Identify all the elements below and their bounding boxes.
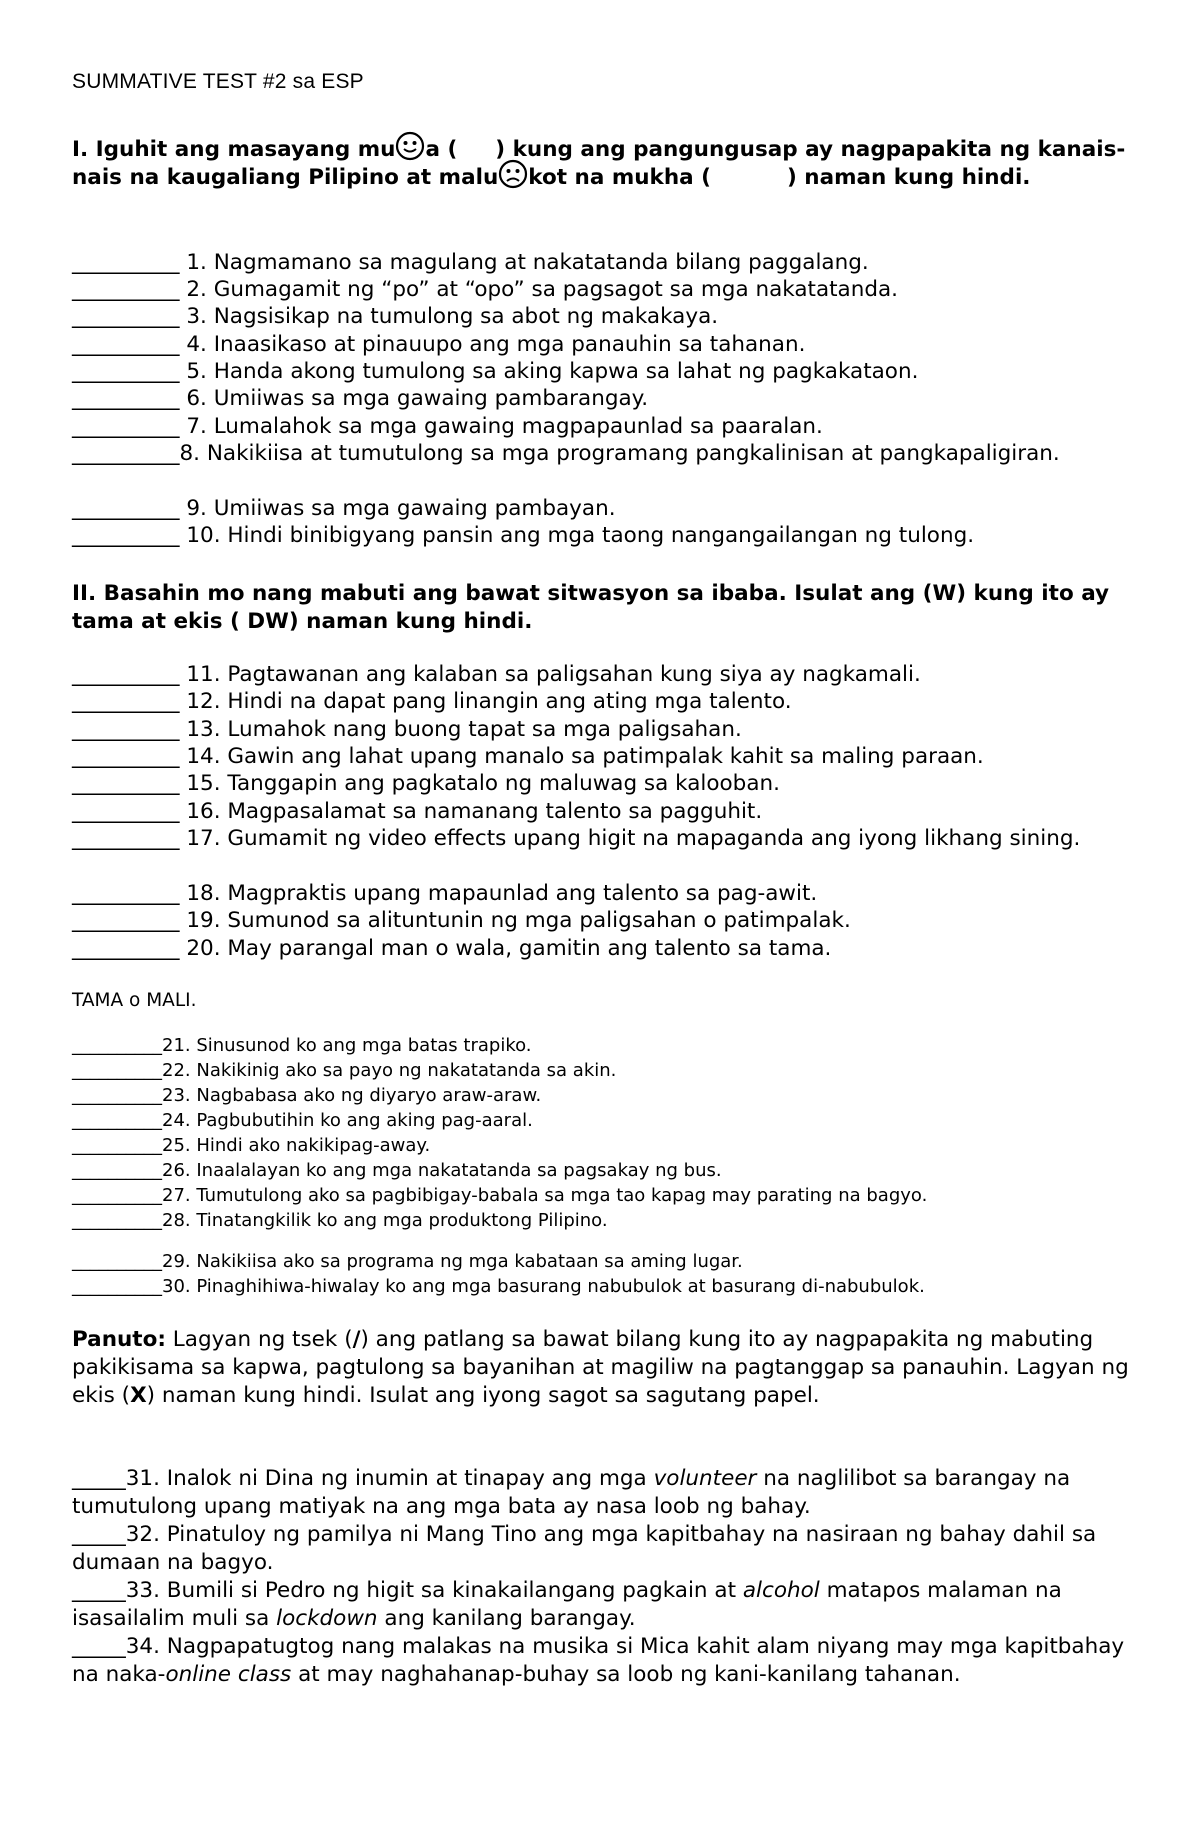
item-text: 14. Gawin ang lahat upang manalo sa patimpalak kahit sa maling paraan. xyxy=(186,744,984,769)
list-item xyxy=(72,1134,1132,1158)
answer-blank[interactable]: __________ xyxy=(72,414,180,439)
answer-blank[interactable]: __________ xyxy=(72,771,180,796)
q-text: 33. Bumili si Pedro ng higit sa kinakailangang pagkain at xyxy=(125,1578,743,1603)
q-text: 31. Inalok ni Dina ng inumin at tinapay ang mga xyxy=(125,1466,654,1491)
list-item xyxy=(72,825,1132,853)
answer-blank[interactable]: __________ xyxy=(72,936,180,961)
list-item xyxy=(72,303,1132,331)
list-item xyxy=(72,1275,1132,1299)
list-item xyxy=(72,331,1132,359)
answer-blank[interactable]: __________ xyxy=(72,908,180,933)
item-text: 24. Pagbubutihin ko ang aking pag-aaral. xyxy=(162,1110,533,1131)
answer-blank[interactable]: __________ xyxy=(72,1060,162,1081)
list-item xyxy=(72,522,1132,550)
answer-blank[interactable]: __________ xyxy=(72,1135,162,1156)
answer-blank[interactable]: __________ xyxy=(72,496,180,521)
q-italic: alcohol xyxy=(742,1578,820,1603)
answer-blank[interactable]: __________ xyxy=(72,1085,162,1106)
q-italic: online class xyxy=(165,1662,292,1687)
item-text: 20. May parangal man o wala, gamitin ang talento sa tama. xyxy=(186,936,832,961)
item-text: 7. Lumalahok sa mga gawaing magpapaunlad sa paaralan. xyxy=(186,414,823,439)
q-text: na naglilibot sa barangay na tumutulong upang matiyak na ang mga bata ay nasa loob ng bahay. xyxy=(72,1466,1071,1519)
item-text: 23. Nagbabasa ako ng diyaryo araw-araw. xyxy=(162,1085,542,1106)
answer-blank[interactable]: _____ xyxy=(72,1578,126,1603)
answer-blank[interactable]: __________ xyxy=(72,717,180,742)
list-item xyxy=(72,1084,1132,1108)
answer-blank[interactable]: __________ xyxy=(72,386,180,411)
answer-blank[interactable]: __________ xyxy=(72,1210,162,1231)
list-item xyxy=(72,385,1132,413)
answer-blank[interactable]: _____ xyxy=(72,1634,126,1659)
answer-blank[interactable]: __________ xyxy=(72,826,180,851)
list-item xyxy=(72,743,1132,771)
question-34 xyxy=(72,1633,1132,1689)
answer-blank[interactable]: __________ xyxy=(72,1160,162,1181)
answer-blank[interactable]: __________ xyxy=(72,250,180,275)
item-text: 18. Magpraktis upang mapaunlad ang talento sa pag-awit. xyxy=(186,881,818,906)
item-text: 10. Hindi binibigyang pansin ang mga taong nangangailangan ng tulong. xyxy=(186,523,975,548)
answer-blank[interactable]: __________ xyxy=(72,881,180,906)
list-item xyxy=(72,1109,1132,1133)
list-item xyxy=(72,798,1132,826)
happy-face-icon xyxy=(395,131,425,161)
instr-text-b: ) ang patlang sa bawat bilang kung ito ay nagpapakita ng mabuting pakikisama sa kapwa, pagtulong sa bayanihan at magiliw na pagtanggap sa panauhin. Lagyan ng ekis ( xyxy=(72,1327,1129,1408)
list-item xyxy=(72,495,1132,523)
question-31 xyxy=(72,1465,1132,1521)
instr-text-d: kot na mukha ( xyxy=(528,165,711,190)
list-item xyxy=(72,688,1132,716)
answer-blank[interactable]: __________ xyxy=(72,799,180,824)
list-item xyxy=(72,907,1132,935)
item-text: 6. Umiiwas sa mga gawaing pambarangay. xyxy=(186,386,649,411)
part4-instructions xyxy=(72,1326,1132,1410)
list-item xyxy=(72,1159,1132,1183)
answer-blank[interactable]: __________ xyxy=(72,441,180,466)
panuto-label: Panuto: xyxy=(72,1327,166,1352)
x-mark: X xyxy=(130,1383,147,1408)
answer-blank[interactable]: __________ xyxy=(72,523,180,548)
answer-blank[interactable]: __________ xyxy=(72,304,180,329)
answer-blank[interactable]: __________ xyxy=(72,359,180,384)
item-text: 13. Lumahok nang buong tapat sa mga paligsahan. xyxy=(186,717,742,742)
check-mark: / xyxy=(352,1327,361,1352)
instr-text-e: ) naman kung hindi. xyxy=(786,165,1031,190)
list-item xyxy=(72,1034,1132,1058)
list-item xyxy=(72,716,1132,744)
answer-blank[interactable]: __________ xyxy=(72,744,180,769)
item-text: 12. Hindi na dapat pang linangin ang ating mga talento. xyxy=(186,689,792,714)
list-item xyxy=(72,440,1132,468)
list-item xyxy=(72,1209,1132,1233)
q-italic: volunteer xyxy=(653,1466,757,1491)
item-text: 5. Handa akong tumulong sa aking kapwa sa lahat ng pagkakataon. xyxy=(186,359,919,384)
answer-blank[interactable]: __________ xyxy=(72,689,180,714)
item-text: 3. Nagsisikap na tumulong sa abot ng makakaya. xyxy=(186,304,719,329)
answer-blank[interactable]: __________ xyxy=(72,277,180,302)
list-item xyxy=(72,770,1132,798)
answer-blank[interactable]: __________ xyxy=(72,1185,162,1206)
item-text: 4. Inaasikaso at pinauupo ang mga panauhin sa tahanan. xyxy=(186,332,806,357)
question-33 xyxy=(72,1577,1132,1633)
section-heading-tama-o-mali: TAMA o MALI. xyxy=(72,990,197,1011)
item-text: 30. Pinaghihiwa-hiwalay ko ang mga basurang nabubulok at basurang di-nabubulok. xyxy=(162,1276,925,1297)
answer-blank[interactable]: _____ xyxy=(72,1522,126,1547)
list-item xyxy=(72,1059,1132,1083)
list-item xyxy=(72,935,1132,963)
list-item xyxy=(72,358,1132,386)
item-text: 22. Nakikinig ako sa payo ng nakatatanda sa akin. xyxy=(162,1060,617,1081)
item-text: 1. Nagmamano sa magulang at nakatatanda bilang paggalang. xyxy=(186,250,869,275)
list-item xyxy=(72,249,1132,277)
item-text: 2. Gumagamit ng “po” at “opo” sa pagsagot sa mga nakatatanda. xyxy=(186,277,899,302)
answer-blank[interactable]: __________ xyxy=(72,1035,162,1056)
item-text: 27. Tumutulong ako sa pagbibigay-babala sa mga tao kapag may parating na bagyo. xyxy=(162,1185,928,1206)
answer-blank[interactable]: _____ xyxy=(72,1466,126,1491)
list-item xyxy=(72,1250,1132,1274)
q-text: matapos malaman na isasailalim muli sa xyxy=(72,1578,1062,1631)
answer-blank[interactable]: __________ xyxy=(72,1251,162,1272)
q-text: 34. Nagpapatugtog nang malakas na musika si Mica kahit alam niyang may mga kapitbahay na naka- xyxy=(72,1634,1125,1687)
q-text: 32. Pinatuloy ng pamilya ni Mang Tino ang mga kapitbahay na nasiraan ng bahay dahil sa dumaan na bagyo. xyxy=(72,1522,1097,1575)
list-item xyxy=(72,1184,1132,1208)
instr-text-a: I. Iguhit ang masayang mu xyxy=(72,137,396,162)
part1-instructions xyxy=(72,136,1132,192)
instr-text-a: Lagyan ng tsek ( xyxy=(165,1327,353,1352)
instr-text-c: ) kung ang pangungusap ay nagpapakita ng kanais-nais na kaugaliang Pilipino at malu xyxy=(72,137,1126,190)
item-text: 15. Tanggapin ang pagkatalo ng maluwag sa kalooban. xyxy=(186,771,780,796)
q-italic: lockdown xyxy=(276,1606,378,1631)
item-text: 17. Gumamit ng video effects upang higit na mapaganda ang iyong likhang sining. xyxy=(186,826,1081,851)
page-title: SUMMATIVE TEST #2 sa ESP xyxy=(72,70,364,93)
item-text: 26. Inaalalayan ko ang mga nakatatanda sa pagsakay ng bus. xyxy=(162,1160,722,1181)
item-text: 29. Nakikiisa ako sa programa ng mga kabataan sa aming lugar. xyxy=(162,1251,743,1272)
item-text: 25. Hindi ako nakikipag-away. xyxy=(162,1135,431,1156)
list-item xyxy=(72,661,1132,689)
q-text: at may naghahanap-buhay sa loob ng kani-kanilang tahanan. xyxy=(291,1662,961,1687)
list-item xyxy=(72,880,1132,908)
q-text: ang kanilang barangay. xyxy=(377,1606,636,1631)
answer-blank[interactable]: __________ xyxy=(72,662,180,687)
item-text: 19. Sumunod sa alituntunin ng mga paligsahan o patimpalak. xyxy=(186,908,851,933)
instr-text-b: a ( xyxy=(425,137,458,162)
item-text: 28. Tinatangkilik ko ang mga produktong Pilipino. xyxy=(162,1210,608,1231)
question-32 xyxy=(72,1521,1132,1577)
list-item xyxy=(72,276,1132,304)
answer-blank[interactable]: __________ xyxy=(72,1276,162,1297)
list-item xyxy=(72,413,1132,441)
item-text: 16. Magpasalamat sa namanang talento sa pagguhit. xyxy=(186,799,763,824)
item-text: 21. Sinusunod ko ang mga batas trapiko. xyxy=(162,1035,532,1056)
part2-instructions: II. Basahin mo nang mabuti ang bawat sitwasyon sa ibaba. Isulat ang (W) kung ito ay tama at ekis ( DW) naman kung hindi. xyxy=(72,581,1110,634)
sad-face-icon xyxy=(498,159,528,189)
item-text: 8. Nakikiisa at tumutulong sa mga programang pangkalinisan at pangkapaligiran. xyxy=(179,441,1060,466)
instr-text-c: ) naman kung hindi. Isulat ang iyong sagot sa sagutang papel. xyxy=(146,1383,820,1408)
answer-blank[interactable]: __________ xyxy=(72,1110,162,1131)
item-text: 11. Pagtawanan ang kalaban sa paligsahan kung siya ay nagkamali. xyxy=(186,662,921,687)
answer-blank[interactable]: __________ xyxy=(72,332,180,357)
item-text: 9. Umiiwas sa mga gawaing pambayan. xyxy=(186,496,616,521)
